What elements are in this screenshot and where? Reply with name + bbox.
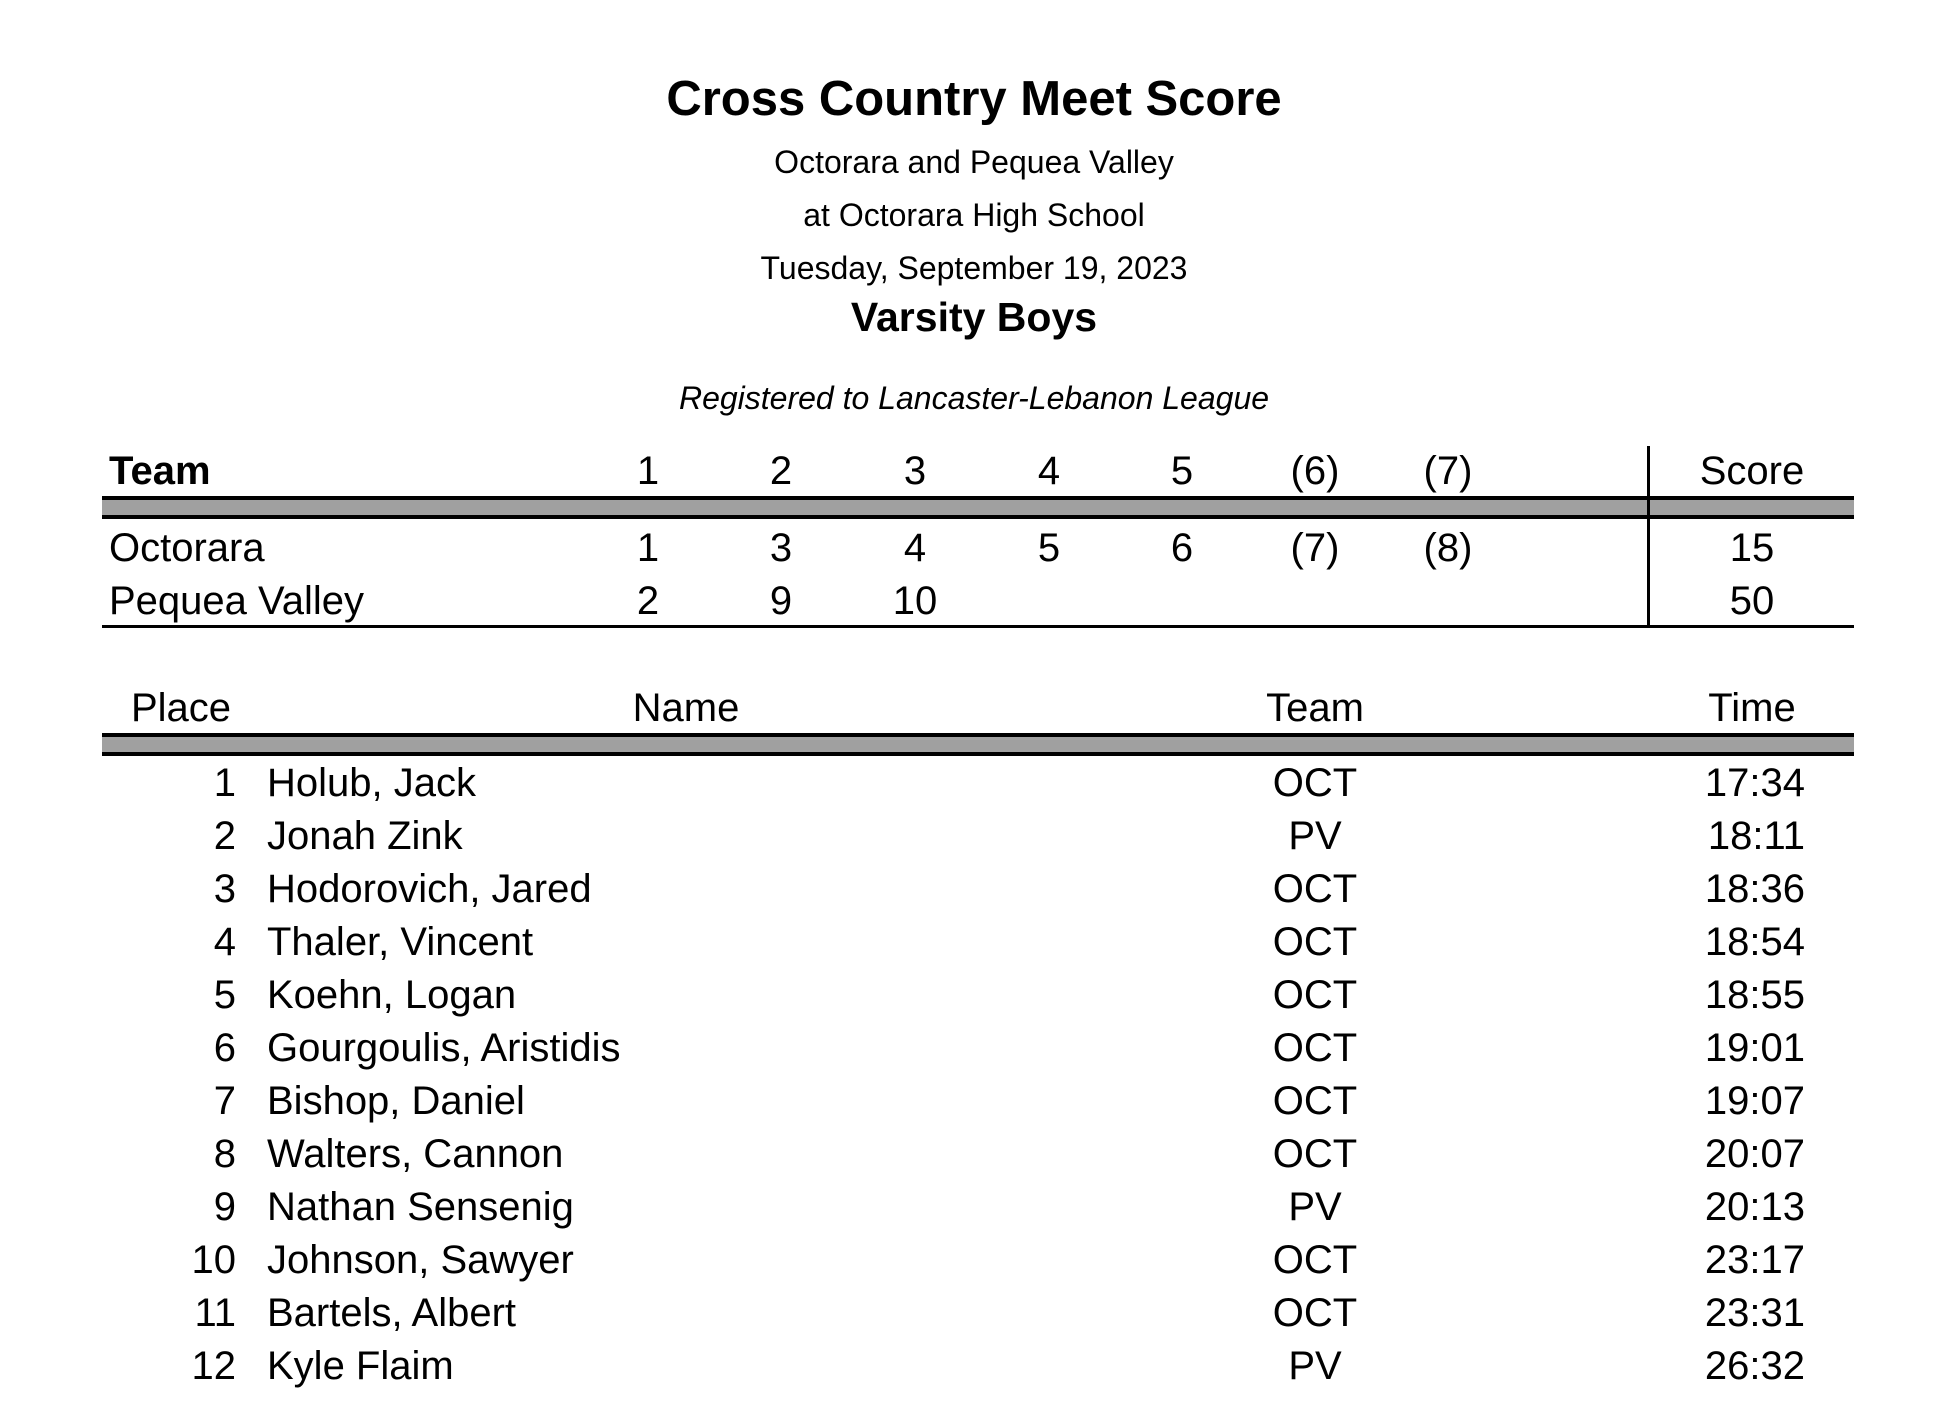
result-place: 5 — [213, 973, 236, 1017]
result-row — [0, 1235, 1948, 1285]
result-place: 8 — [213, 1132, 236, 1176]
result-place: 7 — [213, 1079, 236, 1123]
division-title: Varsity Boys — [850, 294, 1098, 340]
team-score: 15 — [1729, 526, 1775, 570]
team-place: 6 — [1170, 526, 1194, 570]
result-name: Hodorovich, Jared — [267, 867, 592, 911]
result-time: 23:31 — [1704, 1291, 1805, 1335]
place-column-header: 5 — [1170, 449, 1194, 493]
result-time: 18:36 — [1704, 867, 1805, 911]
result-time: 18:55 — [1704, 973, 1805, 1017]
team-place — [1398, 576, 1498, 626]
result-name: Walters, Cannon — [267, 1132, 564, 1176]
result-name: Gourgoulis, Aristidis — [267, 1026, 621, 1070]
result-time: 19:01 — [1704, 1026, 1805, 1070]
team-score: 50 — [1729, 579, 1775, 623]
place-column-header: 3 — [903, 449, 927, 493]
team-place: (7) — [1290, 526, 1340, 570]
results-header-divider — [102, 733, 1854, 756]
result-place: 6 — [213, 1026, 236, 1070]
result-name: Bishop, Daniel — [267, 1079, 525, 1123]
time-header: Time — [1708, 686, 1796, 730]
report-title: Cross Country Meet Score — [666, 72, 1282, 126]
result-time: 17:34 — [1704, 761, 1805, 805]
results-header-row — [0, 683, 1948, 733]
meet-location: at Octorara High School — [803, 197, 1145, 233]
result-team: OCT — [1272, 1079, 1358, 1123]
team-place — [999, 576, 1099, 626]
result-team: PV — [1288, 814, 1342, 858]
result-place: 11 — [194, 1291, 236, 1335]
team-place: 2 — [636, 579, 660, 623]
score-column-divider — [1647, 446, 1650, 628]
team-header: Team — [1266, 686, 1364, 730]
result-name: Johnson, Sawyer — [267, 1238, 574, 1282]
meet-date: Tuesday, September 19, 2023 — [760, 250, 1188, 286]
score-column-header: Score — [1699, 449, 1805, 493]
result-name: Thaler, Vincent — [267, 920, 534, 964]
result-name: Jonah Zink — [267, 814, 463, 858]
result-team: PV — [1288, 1185, 1342, 1229]
result-place: 1 — [213, 761, 236, 805]
team-place: 10 — [892, 579, 938, 623]
result-name: Bartels, Albert — [267, 1291, 517, 1335]
result-row — [0, 811, 1948, 861]
result-place: 4 — [213, 920, 236, 964]
team-table-bottom-rule — [102, 625, 1854, 628]
team-place — [1265, 576, 1365, 626]
team-place: (8) — [1423, 526, 1473, 570]
result-row — [0, 1129, 1948, 1179]
name-header: Name — [632, 686, 740, 730]
place-column-header: 1 — [636, 449, 660, 493]
team-row — [0, 576, 1948, 626]
team-name: Pequea Valley — [109, 579, 364, 623]
team-name: Octorara — [109, 526, 265, 570]
result-name: Nathan Sensenig — [267, 1185, 574, 1229]
result-place: 12 — [191, 1344, 236, 1388]
result-place: 9 — [213, 1185, 236, 1229]
result-team: OCT — [1272, 867, 1358, 911]
result-row — [0, 1182, 1948, 1232]
result-name: Holub, Jack — [267, 761, 476, 805]
result-row — [0, 1023, 1948, 1073]
result-name: Kyle Flaim — [267, 1344, 454, 1388]
result-row — [0, 1288, 1948, 1338]
result-time: 20:13 — [1704, 1185, 1805, 1229]
place-column-header: (6) — [1290, 449, 1340, 493]
team-row — [0, 523, 1948, 573]
place-header: Place — [130, 686, 232, 730]
registration-note: Registered to Lancaster-Lebanon League — [678, 380, 1270, 416]
result-row — [0, 758, 1948, 808]
result-row — [0, 1341, 1948, 1391]
result-team: OCT — [1272, 1291, 1358, 1335]
result-row — [0, 864, 1948, 914]
result-place: 10 — [191, 1238, 236, 1282]
place-column-header: (7) — [1423, 449, 1473, 493]
place-column-header: 4 — [1037, 449, 1061, 493]
result-place: 3 — [213, 867, 236, 911]
result-row — [0, 970, 1948, 1020]
meet-teams-line: Octorara and Pequea Valley — [774, 144, 1174, 180]
team-place: 5 — [1037, 526, 1061, 570]
team-column-header: Team — [109, 449, 211, 493]
result-team: OCT — [1272, 1238, 1358, 1282]
result-time: 26:32 — [1704, 1344, 1805, 1388]
team-place: 4 — [903, 526, 927, 570]
team-place: 1 — [636, 526, 660, 570]
result-place: 2 — [213, 814, 236, 858]
team-table-header-row — [0, 446, 1948, 496]
result-team: OCT — [1272, 1026, 1358, 1070]
result-time: 19:07 — [1704, 1079, 1805, 1123]
team-place: 9 — [769, 579, 793, 623]
place-column-header: 2 — [769, 449, 793, 493]
result-team: OCT — [1272, 920, 1358, 964]
result-row — [0, 917, 1948, 967]
result-time: 23:17 — [1704, 1238, 1805, 1282]
result-team: OCT — [1272, 1132, 1358, 1176]
result-team: PV — [1288, 1344, 1342, 1388]
result-time: 18:54 — [1704, 920, 1805, 964]
result-time: 18:11 — [1707, 814, 1805, 858]
result-row — [0, 1076, 1948, 1126]
result-time: 20:07 — [1704, 1132, 1805, 1176]
result-team: OCT — [1272, 973, 1358, 1017]
result-team: OCT — [1272, 761, 1358, 805]
team-table-header-divider — [102, 496, 1854, 519]
team-place: 3 — [769, 526, 793, 570]
result-name: Koehn, Logan — [267, 973, 517, 1017]
team-place — [1132, 576, 1232, 626]
